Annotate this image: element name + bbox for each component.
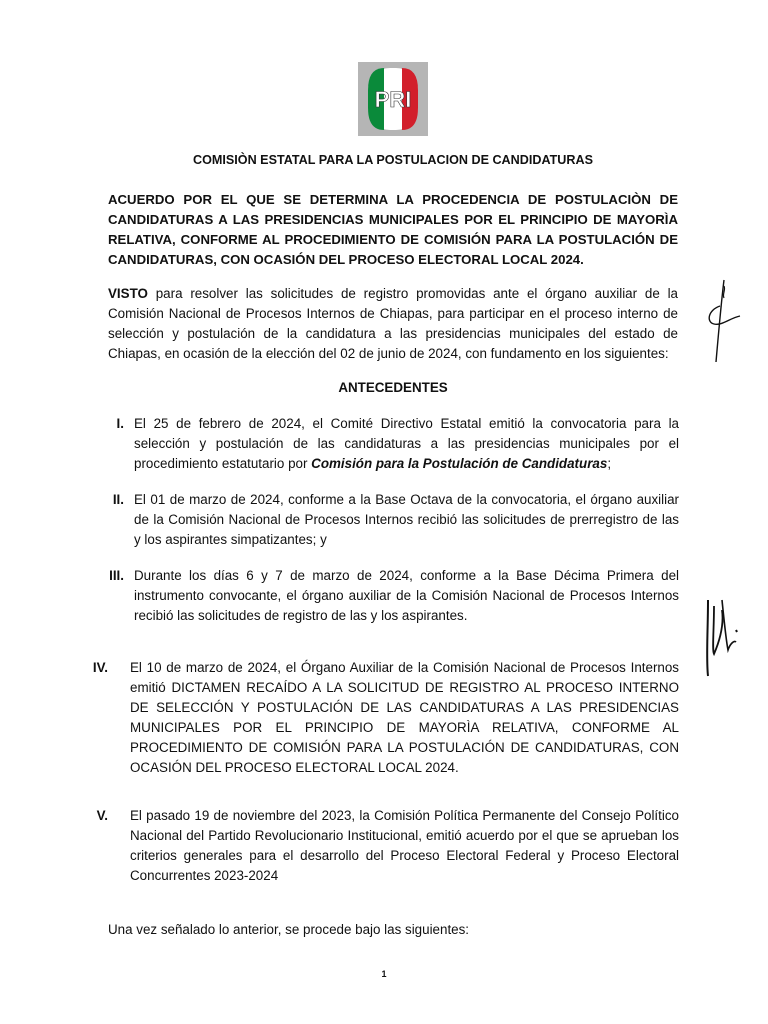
signature-mark-2 [700,580,744,680]
visto-body: para resolver las solicitudes de registro promovidas ante el órgano auxiliar de la Comisión Nacional de Procesos Internos de Chiapas, para participar en el proceso interno de selección y postulación de la candidatura a las presidencias municipales del estado de Chiapas, en ocasión de la elección del 02 de junio de 2024, con fundamento en los siguientes: [108,286,678,361]
item-text: El 01 de marzo de 2024, conforme a la Base Octava de la convocatoria, el órgano auxiliar de la Comisión Nacional de Procesos Internos recibió las solicitudes de prerregistro de las y los aspirantes simpatizantes; y [134,492,679,547]
page-number: 1 [381,969,387,979]
item-number: I. [116,416,124,431]
item-text: El 10 de marzo de 2024, el Órgano Auxiliar de la Comisión Nacional de Procesos Internos emitió DICTAMEN RECAÍDO A LA SOLICITUD DE REGISTRO AL PROCESO INTERNO DE SELECCIÓN Y POSTULACIÓN DE LAS CANDIDATURAS A LAS PRESIDENCIAS MUNICIPALES POR EL PRINCIPIO DE MAYORÌA RELATIVA, CONFORME AL PROCEDIMIENTO DE COMISIÓN PARA LA POSTULACIÓN DE CANDIDATURAS, CON OCASIÓN DEL PROCESO ELECTORAL LOCAL 2024. [130,660,679,775]
pri-logo [358,62,428,136]
item-number: III. [109,568,124,583]
item-number: II. [112,492,124,507]
item-text: Durante los días 6 y 7 de marzo de 2024, conforme a la Base Décima Primera del instrumento convocante, el órgano auxiliar de la Comisión Nacional de Procesos Internos recibió las solicitudes de registro de las y los aspirantes. [134,568,679,623]
item-text: El 25 de febrero de 2024, el Comité Directivo Estatal emitió la convocatoria para la selección y postulación de las candidaturas a las presidencias municipales por el procedimiento estatutario por Comisión para la Postulación de Candidaturas; [134,416,679,471]
signature-mark-1 [700,276,744,366]
item-number: V. [96,808,108,823]
document-title: COMISIÒN ESTATAL PARA LA POSTULACION DE CANDIDATURAS [193,153,593,167]
item-emphasis: Comisión para la Postulación de Candidaturas [311,456,608,471]
visto-paragraph [108,284,678,364]
closing-sentence: Una vez señalado lo anterior, se procede bajo las siguientes: [108,922,470,937]
item-number: IV. [92,660,108,675]
acuerdo-heading: ACUERDO POR EL QUE SE DETERMINA LA PROCEDENCIA DE POSTULACIÒN DE CANDIDATURAS A LAS PRESIDENCIAS MUNICIPALES POR EL PRINCIPIO DE MAYORÌA RELATIVA, CONFORME AL PROCEDIMIENTO DE COMISIÓN PARA LA POSTULACIÓN DE CANDIDATURAS, CON OCASIÓN DEL PROCESO ELECTORAL LOCAL 2024. [108,192,678,267]
visto-lead: VISTO [108,286,148,301]
logo-text: PRI [374,87,412,112]
antecedentes-heading: ANTECEDENTES [338,380,448,395]
item-text: El pasado 19 de noviembre del 2023, la Comisión Política Permanente del Consejo Político Nacional del Partido Revolucionario Institucional, emitió acuerdo por el que se aprueban los criterios generales para el desarrollo del Proceso Electoral Federal y Proceso Electoral Concurrentes 2023-2024 [130,808,679,883]
